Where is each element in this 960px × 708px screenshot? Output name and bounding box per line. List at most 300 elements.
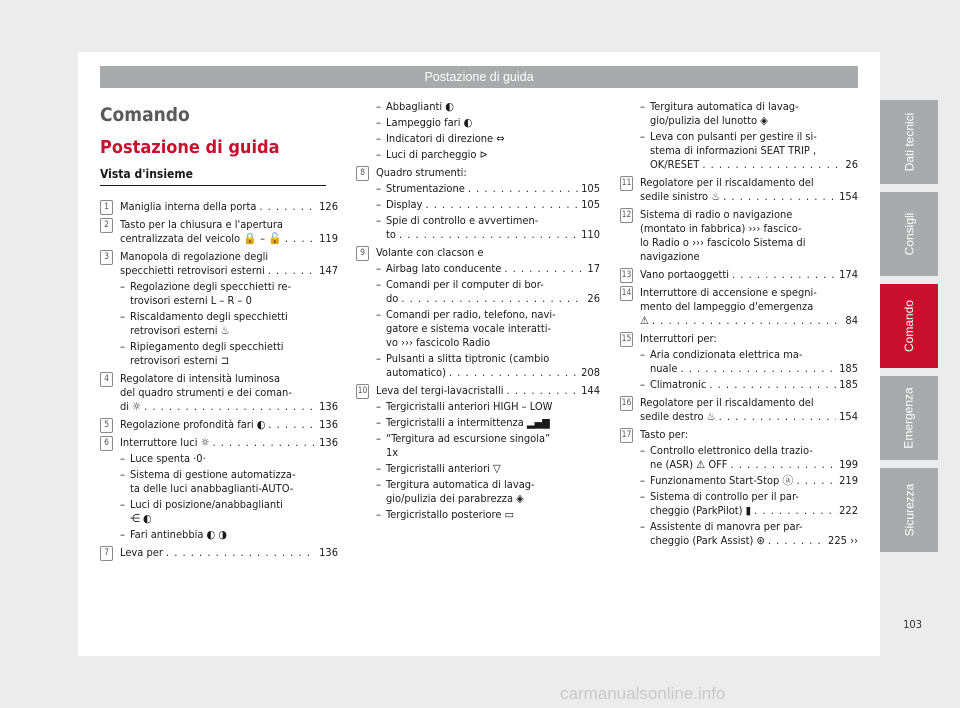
- entry-number: 11: [620, 176, 633, 191]
- sub-entry: [120, 468, 338, 496]
- sub-line: [650, 458, 858, 472]
- entry-text: mento del lampeggio d'emergenza: [640, 300, 814, 313]
- leader-dots: [732, 268, 836, 282]
- sub-text: gio/pulizia del lunotto ◈: [650, 114, 768, 127]
- index-entry: [620, 208, 858, 264]
- sub-line: [130, 354, 338, 368]
- entry-line: [120, 232, 338, 246]
- entry-number: 13: [620, 268, 633, 283]
- sub-line: [130, 310, 338, 324]
- sub-entry: [376, 308, 600, 350]
- entry-text: Interruttori per:: [640, 332, 717, 345]
- entry-number: 9: [356, 246, 369, 261]
- header-title: Postazione di guida: [424, 70, 534, 84]
- sub-entry: [376, 508, 600, 522]
- entry-line: [640, 190, 858, 204]
- index-entry: [100, 546, 338, 560]
- page-ref: 26: [845, 158, 858, 171]
- sub-line: [650, 504, 858, 518]
- sub-entry: [120, 340, 338, 368]
- sub-line: [386, 432, 600, 446]
- leader-dots: [268, 418, 316, 432]
- entry-text: di ☼: [120, 400, 142, 413]
- leader-dots: [796, 474, 836, 488]
- entry-line: [120, 400, 338, 414]
- sub-line: [386, 262, 600, 276]
- page-ref: 136: [319, 436, 338, 449]
- page-ref: 147: [319, 264, 338, 277]
- page-ref: 136: [319, 400, 338, 413]
- sub-line: [650, 534, 858, 548]
- sub-text: do: [386, 292, 399, 305]
- sub-text: – Climatronic: [650, 378, 707, 391]
- index-entry: [100, 436, 338, 542]
- chapter-tab-label: Sicurezza: [902, 483, 916, 537]
- sub-entry: [640, 348, 858, 376]
- sub-text: – Aria condizionata elettrica ma-: [650, 348, 803, 361]
- entry-text: Manopola di regolazione degli: [120, 250, 269, 263]
- sub-entry: [376, 416, 600, 430]
- entry-text: del quadro strumenti e dei coman-: [120, 386, 292, 399]
- sub-text: automatico): [386, 366, 446, 379]
- page-ref: 17: [587, 262, 600, 275]
- section-title: Comando: [100, 104, 190, 126]
- sub-text: – Assistente di manovra per par-: [650, 520, 803, 533]
- sub-line: [130, 280, 338, 294]
- leader-dots: [723, 190, 836, 204]
- sub-text: – Tergicristalli a intermittenza ▂▄▆: [386, 416, 550, 429]
- sub-line: [130, 512, 338, 526]
- sub-line: [386, 478, 600, 492]
- leader-dots: [468, 182, 578, 196]
- sub-entry: [640, 100, 858, 128]
- entry-list-1: [100, 200, 338, 560]
- sub-entry: [376, 182, 600, 196]
- sub-text: – Fari antinebbia ◐ ◑: [130, 528, 227, 541]
- entry-line: [640, 332, 858, 346]
- sub-text: – Spie di controllo e avvertimen-: [386, 214, 539, 227]
- entry-text: Maniglia interna della porta: [120, 200, 257, 213]
- chapter-tabs: [880, 100, 938, 560]
- entry-line: [640, 314, 858, 328]
- entry-text: Tasto per la chiusura e l'apertura: [120, 218, 283, 231]
- sub-entry: [376, 278, 600, 306]
- leader-dots: [709, 378, 836, 392]
- entry-line: [640, 250, 858, 264]
- sub-line: [386, 462, 600, 476]
- sub-line: [386, 492, 600, 506]
- column-1: [100, 100, 338, 564]
- sub-entry: [640, 378, 858, 392]
- sub-line: [130, 482, 338, 496]
- index-entry: [620, 268, 858, 282]
- sub-text: ⋲ ◐: [130, 512, 152, 525]
- index-entry: [356, 384, 600, 522]
- page-ref: 136: [319, 418, 338, 431]
- entry-number: 5: [100, 418, 113, 433]
- sub-text: – Riscaldamento degli specchietti: [130, 310, 288, 323]
- leader-dots: [652, 314, 843, 328]
- sub-entry: [376, 116, 600, 130]
- leader-dots: [507, 384, 579, 398]
- entry-text: centralizzata del veicolo 🔒 – 🔓: [120, 232, 282, 245]
- sub-entry: [120, 280, 338, 308]
- entry-number: 14: [620, 286, 633, 301]
- sub-entry: [640, 520, 858, 548]
- entry-line: [120, 218, 338, 232]
- entry-text: sedile destro ♨: [640, 410, 716, 423]
- entry-number: 17: [620, 428, 633, 443]
- sub-text: – Indicatori di direzione ⇔: [386, 132, 505, 145]
- sub-text: – Tergitura automatica di lavag-: [650, 100, 799, 113]
- entry-text: specchietti retrovisori esterni: [120, 264, 265, 277]
- sub-line: [386, 508, 600, 522]
- sub-text: ne (ASR) ⚠ OFF: [650, 458, 728, 471]
- page-ref: 105: [581, 198, 600, 211]
- sub-text: OK/RESET: [650, 158, 700, 171]
- sub-line: [386, 228, 600, 242]
- page-ref: 208: [581, 366, 600, 379]
- entry-text: Regolatore per il riscaldamento del: [640, 176, 814, 189]
- sub-text: to: [386, 228, 396, 241]
- sub-line: [386, 336, 600, 350]
- leader-dots: [449, 366, 578, 380]
- leader-dots: [719, 410, 837, 424]
- sub-line: [130, 468, 338, 482]
- sub-text: – Airbag lato conducente: [386, 262, 502, 275]
- page-ref: 199: [839, 458, 858, 471]
- leader-dots: [754, 504, 836, 518]
- entry-number: 16: [620, 396, 633, 411]
- page-ref: 110: [581, 228, 600, 241]
- sub-text: – Abbaglianti ◐: [386, 100, 454, 113]
- index-entry: [356, 100, 600, 162]
- column-2: [356, 98, 600, 526]
- sub-text: cheggio (ParkPilot) ▮: [650, 504, 752, 517]
- entry-text: Vano portaoggetti: [640, 268, 730, 281]
- index-entry: [356, 166, 600, 242]
- sub-entry: [120, 528, 338, 542]
- entry-text: Tasto per:: [640, 428, 689, 441]
- sub-entry: [640, 474, 858, 488]
- sub-text: – “Tergitura ad escursione singola”: [386, 432, 551, 445]
- sub-line: [650, 378, 858, 392]
- entry-line: [376, 246, 600, 260]
- index-entry: [100, 418, 338, 432]
- page-ref: 225 ››: [828, 534, 858, 547]
- sub-text: retrovisori esterni ♨: [130, 324, 230, 337]
- entry-text: navigazione: [640, 250, 700, 263]
- entry-text: Volante con clacson e: [376, 246, 484, 259]
- entry-line: [640, 236, 858, 250]
- chapter-tab-label: Comando: [902, 299, 916, 353]
- entry-text: ⚠: [640, 314, 649, 327]
- entry-number: 6: [100, 436, 113, 451]
- index-entry: [620, 286, 858, 328]
- sub-entry: [376, 462, 600, 476]
- entry-text: Leva per: [120, 546, 163, 559]
- chapter-tab-emergenza[interactable]: [880, 376, 938, 460]
- page-ref: 154: [839, 410, 858, 423]
- entry-number: 3: [100, 250, 113, 265]
- entry-line: [120, 546, 338, 560]
- sub-line: [130, 528, 338, 542]
- sub-text: – Luci di parcheggio ⊳: [386, 148, 488, 161]
- entry-line: [640, 222, 858, 236]
- page-ref: 144: [581, 384, 600, 397]
- chapter-tab-dati-tecnici[interactable]: [880, 100, 938, 184]
- sub-line: [386, 132, 600, 146]
- sub-text: – Tergitura automatica di lavag-: [386, 478, 535, 491]
- sub-text: – Tergicristallo posteriore ▭: [386, 508, 514, 521]
- sub-text: gatore e sistema vocale interatti-: [386, 322, 552, 335]
- sub-line: [650, 144, 858, 158]
- entry-text: sedile sinistro ♨: [640, 190, 721, 203]
- sub-text: – Funzionamento Start-Stop ⓐ: [650, 474, 794, 487]
- page-number: 103: [903, 618, 922, 631]
- entry-text: Regolazione profondità fari ◐: [120, 418, 266, 431]
- sub-line: [130, 340, 338, 354]
- sub-entry: [376, 262, 600, 276]
- sub-line: [650, 158, 858, 172]
- entry-text: Regolatore di intensità luminosa: [120, 372, 281, 385]
- sub-line: [386, 100, 600, 114]
- sub-text: vo ››› fascicolo Radio: [386, 336, 491, 349]
- page-ref: 119: [319, 232, 338, 245]
- sub-entry: [640, 130, 858, 172]
- entry-text: Quadro strumenti:: [376, 166, 467, 179]
- sub-line: [386, 116, 600, 130]
- sub-text: nuale: [650, 362, 678, 375]
- entry-text: Sistema di radio o navigazione: [640, 208, 793, 221]
- index-entry: [620, 396, 858, 424]
- sub-line: [386, 198, 600, 212]
- sub-line: [386, 400, 600, 414]
- sub-entry: [120, 452, 338, 466]
- entry-list-3: [620, 100, 858, 548]
- sub-line: [650, 520, 858, 534]
- entry-number: 10: [356, 384, 369, 399]
- entry-line: [640, 428, 858, 442]
- leader-dots: [731, 458, 837, 472]
- title-block: [100, 103, 338, 186]
- chapter-tab-comando[interactable]: [880, 284, 938, 368]
- sub-text: – Pulsanti a slitta tiptronic (cambio: [386, 352, 550, 365]
- page-ref: 174: [839, 268, 858, 281]
- sub-text: – Ripiegamento degli specchietti: [130, 340, 284, 353]
- entry-line: [120, 250, 338, 264]
- entry-text: Interruttore di accensione e spegni-: [640, 286, 817, 299]
- entry-list-2: [356, 100, 600, 522]
- sub-text: – Luci di posizione/anabbaglianti: [130, 498, 283, 511]
- sub-line: [650, 362, 858, 376]
- leader-dots: [768, 534, 825, 548]
- entry-text: lo Radio o ››› fascicolo Sistema di: [640, 236, 806, 249]
- sub-entry: [640, 444, 858, 472]
- entry-number: 12: [620, 208, 633, 223]
- sub-line: [650, 114, 858, 128]
- sub-line: [386, 366, 600, 380]
- index-entry: [620, 176, 858, 204]
- sub-line: [386, 352, 600, 366]
- subsection-title: Vista d'insieme: [100, 167, 326, 186]
- sub-text: 1x: [386, 446, 399, 459]
- sub-text: – Comandi per il computer di bor-: [386, 278, 544, 291]
- entry-line: [120, 372, 338, 386]
- entry-line: [120, 264, 338, 278]
- entry-line: [120, 418, 338, 432]
- entry-text: Regolatore per il riscaldamento del: [640, 396, 814, 409]
- leader-dots: [212, 436, 316, 450]
- sub-line: [130, 498, 338, 512]
- sub-entry: [640, 490, 858, 518]
- entry-line: [640, 410, 858, 424]
- sub-line: [650, 474, 858, 488]
- chapter-tab-label: Emergenza: [902, 387, 916, 449]
- index-entry: [620, 428, 858, 548]
- sub-line: [386, 214, 600, 228]
- sub-line: [386, 292, 600, 306]
- watermark: carmanualsonline.info: [560, 684, 726, 703]
- index-entry: [356, 246, 600, 380]
- leader-dots: [144, 400, 316, 414]
- page-ref: 185: [839, 362, 858, 375]
- sub-text: – Comandi per radio, telefono, navi-: [386, 308, 556, 321]
- entry-number: 7: [100, 546, 113, 561]
- page-ref: 154: [839, 190, 858, 203]
- chapter-tab-consigli[interactable]: [880, 192, 938, 276]
- sub-text: – Tergicristalli anteriori HIGH – LOW: [386, 400, 553, 413]
- index-entry: [100, 218, 338, 246]
- page-ref: 136: [319, 546, 338, 559]
- page-ref: 185: [839, 378, 858, 391]
- index-entry: [620, 100, 858, 172]
- leader-dots: [399, 228, 578, 242]
- index-entry: [100, 200, 338, 214]
- leader-dots: [680, 362, 836, 376]
- sub-text: – Leva con pulsanti per gestire il si-: [650, 130, 817, 143]
- sub-text: trovisori esterni L – R – 0: [130, 294, 252, 307]
- sub-entry: [376, 352, 600, 380]
- leader-dots: [285, 232, 316, 246]
- chapter-tab-label: Dati tecnici: [902, 112, 916, 172]
- sub-entry: [376, 198, 600, 212]
- sub-line: [386, 416, 600, 430]
- entry-number: 1: [100, 200, 113, 215]
- entry-text: (montato in fabbrica) ››› fascico-: [640, 222, 802, 235]
- sub-text: – Tergicristalli anteriori ▽: [386, 462, 501, 475]
- entry-line: [640, 176, 858, 190]
- sub-text: ta delle luci anabbaglianti-AUTO-: [130, 482, 294, 495]
- sub-text: cheggio (Park Assist) ⊛: [650, 534, 765, 547]
- entry-number: 8: [356, 166, 369, 181]
- chapter-tab-label: Consigli: [902, 212, 916, 256]
- entry-number: 4: [100, 372, 113, 387]
- sub-line: [386, 148, 600, 162]
- sub-entry: [376, 132, 600, 146]
- sub-entry: [120, 310, 338, 338]
- entry-line: [640, 396, 858, 410]
- index-entry: [100, 372, 338, 414]
- page-ref: 219: [839, 474, 858, 487]
- entry-number: 2: [100, 218, 113, 233]
- entry-line: [120, 200, 338, 214]
- manual-page: [78, 52, 880, 656]
- leader-dots: [425, 198, 578, 212]
- leader-dots: [401, 292, 584, 306]
- sub-entry: [376, 214, 600, 242]
- entry-line: [120, 386, 338, 400]
- sub-entry: [376, 400, 600, 414]
- sub-line: [650, 444, 858, 458]
- index-entry: [620, 332, 858, 392]
- sub-text: – Controllo elettronico della trazio-: [650, 444, 813, 457]
- sub-text: retrovisori esterni ⊐: [130, 354, 229, 367]
- sub-line: [386, 278, 600, 292]
- column-3: [620, 98, 858, 552]
- entry-line: [120, 436, 338, 450]
- leader-dots: [166, 546, 316, 560]
- chapter-title: Postazione di guida: [100, 137, 280, 158]
- sub-text: stema di informazioni SEAT TRIP ,: [650, 144, 817, 157]
- sub-line: [386, 446, 600, 460]
- sub-text: – Sistema di controllo per il par-: [650, 490, 799, 503]
- page-ref: 26: [587, 292, 600, 305]
- entry-line: [640, 286, 858, 300]
- sub-entry: [376, 148, 600, 162]
- sub-entry: [376, 100, 600, 114]
- sub-line: [386, 182, 600, 196]
- leader-dots: [504, 262, 584, 276]
- page-ref: 105: [581, 182, 600, 195]
- sub-text: – Regolazione degli specchietti re-: [130, 280, 292, 293]
- entry-text: Leva del tergi-lavacristalli: [376, 384, 504, 397]
- entry-line: [640, 208, 858, 222]
- chapter-tab-sicurezza[interactable]: [880, 468, 938, 552]
- page-ref: 84: [845, 314, 858, 327]
- sub-line: [130, 324, 338, 338]
- sub-entry: [376, 432, 600, 460]
- sub-line: [650, 490, 858, 504]
- entry-line: [640, 268, 858, 282]
- entry-line: [640, 300, 858, 314]
- sub-line: [650, 100, 858, 114]
- entry-number: 15: [620, 332, 633, 347]
- leader-dots: [702, 158, 842, 172]
- page-header: [100, 66, 858, 88]
- sub-text: – Lampeggio fari ◐: [386, 116, 473, 129]
- sub-line: [130, 294, 338, 308]
- sub-text: – Display: [386, 198, 423, 211]
- index-entry: [100, 250, 338, 368]
- entry-text: Interruttore luci ☼: [120, 436, 210, 449]
- sub-entry: [120, 498, 338, 526]
- sub-text: gio/pulizia dei parabrezza ◈: [386, 492, 524, 505]
- leader-dots: [268, 264, 316, 278]
- entry-line: [376, 166, 600, 180]
- sub-text: – Luce spenta ·0·: [130, 452, 206, 465]
- leader-dots: [259, 200, 316, 214]
- sub-text: – Sistema di gestione automatizza-: [130, 468, 296, 481]
- sub-entry: [376, 478, 600, 506]
- sub-text: – Strumentazione: [386, 182, 465, 195]
- page-ref: 126: [319, 200, 338, 213]
- sub-line: [650, 348, 858, 362]
- sub-line: [650, 130, 858, 144]
- entry-line: [376, 384, 600, 398]
- page-ref: 222: [839, 504, 858, 517]
- sub-line: [386, 308, 600, 322]
